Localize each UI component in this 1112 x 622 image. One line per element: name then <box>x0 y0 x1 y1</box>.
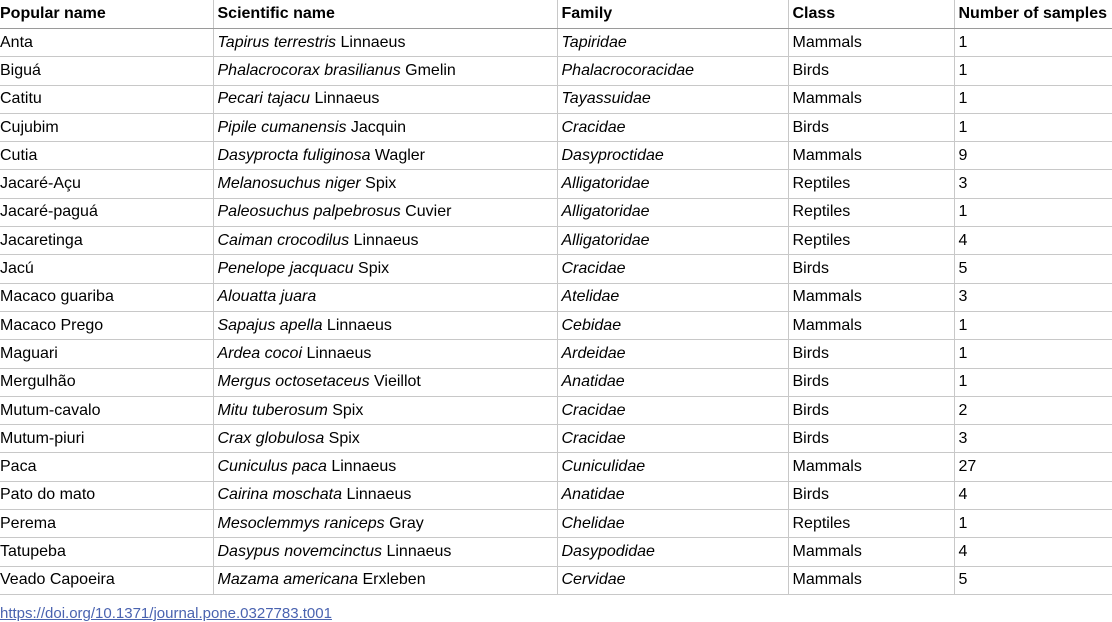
scientific-author: Cuvier <box>400 203 452 221</box>
table-row <box>0 255 1112 283</box>
cell-scientific-name <box>213 453 557 481</box>
scientific-binomial: Cairina moschata <box>217 486 342 504</box>
cell-family: Tapiridae <box>557 29 788 57</box>
cell-class: Birds <box>788 481 954 509</box>
scientific-binomial: Tapirus terrestris <box>217 33 337 51</box>
cell-scientific-name <box>213 340 557 368</box>
cell-class: Birds <box>788 113 954 141</box>
cell-class: Reptiles <box>788 227 954 255</box>
cell-number-of-samples: 9 <box>954 142 1112 170</box>
scientific-binomial: Sapajus apella <box>217 316 323 334</box>
scientific-binomial: Mesoclemmys raniceps <box>217 514 385 532</box>
cell-number-of-samples: 1 <box>954 29 1112 57</box>
cell-scientific-name <box>213 425 557 453</box>
cell-popular-name: Jacaretinga <box>0 227 213 255</box>
scientific-binomial: Phalacrocorax brasilianus <box>217 61 401 79</box>
cell-popular-name: Paca <box>0 453 213 481</box>
table-row <box>0 481 1112 509</box>
header-class: Class <box>788 0 954 29</box>
cell-class: Mammals <box>788 566 954 594</box>
cell-scientific-name <box>213 142 557 170</box>
table-row <box>0 311 1112 339</box>
cell-class: Mammals <box>788 85 954 113</box>
table-row <box>0 113 1112 141</box>
cell-scientific-name <box>213 481 557 509</box>
scientific-binomial: Dasypus novemcinctus <box>217 542 383 560</box>
cell-class: Mammals <box>788 283 954 311</box>
scientific-binomial: Mitu tuberosum <box>217 401 328 419</box>
table-row <box>0 198 1112 226</box>
cell-popular-name: Biguá <box>0 57 213 85</box>
cell-class: Mammals <box>788 142 954 170</box>
cell-number-of-samples: 3 <box>954 283 1112 311</box>
scientific-author: Linnaeus <box>349 231 419 249</box>
cell-family: Cracidae <box>557 113 788 141</box>
cell-family: Dasyproctidae <box>557 142 788 170</box>
cell-number-of-samples: 5 <box>954 255 1112 283</box>
cell-number-of-samples: 1 <box>954 340 1112 368</box>
cell-scientific-name <box>213 29 557 57</box>
cell-number-of-samples: 4 <box>954 538 1112 566</box>
scientific-binomial: Penelope jacquacu <box>217 260 354 278</box>
cell-class: Mammals <box>788 453 954 481</box>
cell-family: Cervidae <box>557 566 788 594</box>
scientific-binomial: Crax globulosa <box>217 429 325 447</box>
cell-class: Mammals <box>788 538 954 566</box>
cell-number-of-samples: 1 <box>954 368 1112 396</box>
cell-scientific-name <box>213 113 557 141</box>
cell-number-of-samples: 2 <box>954 396 1112 424</box>
scientific-binomial: Pecari tajacu <box>217 90 310 108</box>
scientific-author: Spix <box>324 429 360 447</box>
cell-family: Anatidae <box>557 481 788 509</box>
header-family: Family <box>557 0 788 29</box>
table-row <box>0 566 1112 594</box>
scientific-author: Spix <box>353 260 390 278</box>
cell-number-of-samples: 1 <box>954 198 1112 226</box>
header-row <box>0 0 1112 29</box>
header-scientific-name: Scientific name <box>213 0 557 29</box>
table-row <box>0 142 1112 170</box>
cell-family: Phalacrocoracidae <box>557 57 788 85</box>
cell-popular-name: Macaco guariba <box>0 283 213 311</box>
scientific-author: Linnaeus <box>342 486 412 504</box>
cell-class: Reptiles <box>788 198 954 226</box>
cell-class: Birds <box>788 396 954 424</box>
cell-class: Birds <box>788 425 954 453</box>
scientific-binomial: Dasyprocta fuliginosa <box>217 146 371 164</box>
cell-number-of-samples: 1 <box>954 510 1112 538</box>
table-row <box>0 368 1112 396</box>
cell-number-of-samples: 1 <box>954 57 1112 85</box>
cell-scientific-name <box>213 311 557 339</box>
table-row <box>0 170 1112 198</box>
table-row <box>0 29 1112 57</box>
cell-popular-name: Catitu <box>0 85 213 113</box>
table-row <box>0 453 1112 481</box>
cell-family: Cracidae <box>557 425 788 453</box>
cell-family: Cebidae <box>557 311 788 339</box>
cell-scientific-name <box>213 85 557 113</box>
cell-number-of-samples: 1 <box>954 85 1112 113</box>
cell-scientific-name <box>213 255 557 283</box>
cell-popular-name: Anta <box>0 29 213 57</box>
header-number-of-samples: Number of samples <box>954 0 1112 29</box>
cell-class: Mammals <box>788 311 954 339</box>
cell-number-of-samples: 4 <box>954 481 1112 509</box>
scientific-author: Linnaeus <box>302 344 372 362</box>
header-popular-name: Popular name <box>0 0 213 29</box>
cell-family: Chelidae <box>557 510 788 538</box>
table-row <box>0 510 1112 538</box>
table-row <box>0 396 1112 424</box>
table-row <box>0 283 1112 311</box>
scientific-binomial: Alouatta juara <box>217 288 317 306</box>
cell-scientific-name <box>213 170 557 198</box>
cell-family: Cuniculidae <box>557 453 788 481</box>
cell-scientific-name <box>213 396 557 424</box>
cell-popular-name: Mergulhão <box>0 368 213 396</box>
cell-family: Ardeidae <box>557 340 788 368</box>
scientific-binomial: Melanosuchus niger <box>217 175 361 193</box>
cell-number-of-samples: 4 <box>954 227 1112 255</box>
cell-popular-name: Maguari <box>0 340 213 368</box>
footer <box>0 605 1112 622</box>
cell-popular-name: Cutia <box>0 142 213 170</box>
cell-number-of-samples: 1 <box>954 311 1112 339</box>
cell-popular-name: Cujubim <box>0 113 213 141</box>
cell-popular-name: Macaco Prego <box>0 311 213 339</box>
cell-number-of-samples: 3 <box>954 425 1112 453</box>
cell-scientific-name <box>213 368 557 396</box>
cell-popular-name: Mutum-cavalo <box>0 396 213 424</box>
scientific-author: Wagler <box>370 146 425 164</box>
scientific-author: Vieillot <box>369 373 421 391</box>
doi-link[interactable]: https://doi.org/10.1371/journal.pone.0327783.t001 <box>0 604 332 622</box>
cell-scientific-name <box>213 227 557 255</box>
cell-number-of-samples: 3 <box>954 170 1112 198</box>
table-row <box>0 538 1112 566</box>
cell-family: Dasypodidae <box>557 538 788 566</box>
cell-scientific-name <box>213 57 557 85</box>
cell-scientific-name <box>213 510 557 538</box>
cell-popular-name: Pato do mato <box>0 481 213 509</box>
table-row <box>0 57 1112 85</box>
cell-number-of-samples: 27 <box>954 453 1112 481</box>
scientific-author: Erxleben <box>358 571 426 589</box>
cell-popular-name: Jacú <box>0 255 213 283</box>
cell-popular-name: Tatupeba <box>0 538 213 566</box>
cell-popular-name: Jacaré-Açu <box>0 170 213 198</box>
scientific-binomial: Pipile cumanensis <box>217 118 347 136</box>
cell-family: Anatidae <box>557 368 788 396</box>
cell-family: Alligatoridae <box>557 198 788 226</box>
scientific-binomial: Caiman crocodilus <box>217 231 350 249</box>
cell-popular-name: Mutum-piuri <box>0 425 213 453</box>
table-row <box>0 227 1112 255</box>
scientific-author: Linnaeus <box>326 458 397 476</box>
cell-scientific-name <box>213 538 557 566</box>
cell-number-of-samples: 5 <box>954 566 1112 594</box>
cell-family: Alligatoridae <box>557 170 788 198</box>
cell-family: Alligatoridae <box>557 227 788 255</box>
cell-class: Reptiles <box>788 170 954 198</box>
cell-popular-name: Veado Capoeira <box>0 566 213 594</box>
cell-popular-name: Jacaré-paguá <box>0 198 213 226</box>
cell-family: Cracidae <box>557 255 788 283</box>
scientific-binomial: Ardea cocoi <box>217 344 302 362</box>
scientific-binomial: Mergus octosetaceus <box>217 373 370 391</box>
cell-class: Mammals <box>788 29 954 57</box>
cell-class: Reptiles <box>788 510 954 538</box>
scientific-binomial: Paleosuchus palpebrosus <box>217 203 401 221</box>
cell-class: Birds <box>788 57 954 85</box>
scientific-author: Gray <box>384 514 424 532</box>
table-row <box>0 340 1112 368</box>
scientific-author: Linnaeus <box>310 90 380 108</box>
cell-family: Atelidae <box>557 283 788 311</box>
cell-family: Tayassuidae <box>557 85 788 113</box>
scientific-binomial: Cuniculus paca <box>217 458 327 476</box>
scientific-author: Spix <box>360 175 397 193</box>
scientific-binomial: Mazama americana <box>217 571 358 589</box>
cell-class: Birds <box>788 368 954 396</box>
scientific-author: Linnaeus <box>336 33 406 51</box>
cell-popular-name: Perema <box>0 510 213 538</box>
table-row <box>0 85 1112 113</box>
scientific-author: Linnaeus <box>382 542 452 560</box>
cell-scientific-name <box>213 283 557 311</box>
cell-class: Birds <box>788 255 954 283</box>
cell-family: Cracidae <box>557 396 788 424</box>
scientific-author: Linnaeus <box>322 316 392 334</box>
cell-scientific-name <box>213 566 557 594</box>
cell-scientific-name <box>213 198 557 226</box>
scientific-author: Gmelin <box>400 61 456 79</box>
scientific-author: Jacquin <box>346 118 407 136</box>
cell-number-of-samples: 1 <box>954 113 1112 141</box>
scientific-author: Spix <box>327 401 364 419</box>
cell-class: Birds <box>788 340 954 368</box>
table-row <box>0 425 1112 453</box>
